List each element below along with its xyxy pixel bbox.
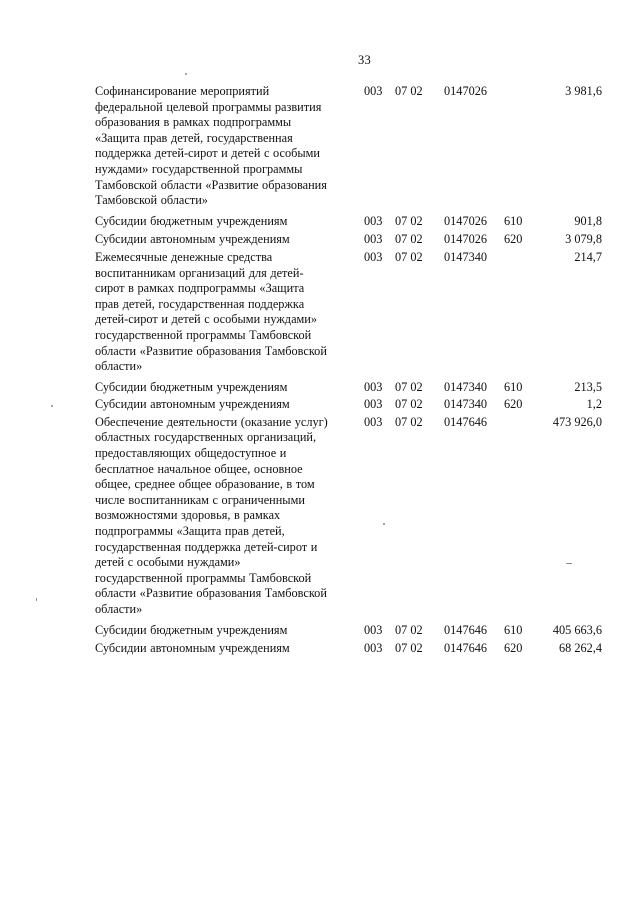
target-code: 0147026 [444,213,488,228]
row-name: Субсидии автономным учреждениям [95,232,290,247]
budget-table [95,84,610,657]
section-code: 07 02 [395,641,423,656]
amount: 3 981,6 [565,84,602,98]
row-name: Софинансирование мероприятий федеральной целевой программы развития образования в рамках подпрограммы «Защита прав детей, государственная поддержка детей-сирот и детей с особыми нуждами» государственной программы Тамбовской области «Развитие образования Тамбовской области» [95,84,327,208]
target-code: 0147340 [444,249,488,264]
table-row [95,415,610,618]
expense-type-code: 610 [504,622,523,637]
scan-speck [185,73,187,75]
target-code: 0147646 [444,622,488,637]
table-row [95,250,610,375]
section-code: 07 02 [395,379,423,394]
row-name: Субсидии автономным учреждениям [95,641,290,656]
expense-type-code: 610 [504,213,523,228]
ministry-code: 003 [364,213,383,228]
table-row [95,623,610,639]
amount: 473 926,0 [552,414,602,429]
target-code: 0147646 [444,641,488,656]
amount: 405 663,6 [552,622,602,637]
amount: 68 262,4 [558,641,602,656]
section-code: 07 02 [395,622,423,637]
table-row [95,232,610,248]
target-code: 0147026 [444,232,488,247]
amount: 1,2 [586,397,602,412]
amount: 214,7 [574,249,602,264]
section-code: 07 02 [395,84,423,98]
ministry-code: 003 [364,622,383,637]
ministry-code: 003 [364,249,383,264]
scan-speck [51,405,53,407]
section-code: 07 02 [395,249,423,264]
target-code: 0147340 [444,379,488,394]
table-row [95,84,610,209]
row-name: Обеспечение деятельности (оказание услуг) областных государственных организаций, предоставляющих общедоступное и бесплатное начальное общее, основное общее, среднее общее образование, в том числе воспитанникам с ограниченными возможностями здоровья, в рамках подпрограммы «Защита прав детей, государственная поддержка детей-сирот и детей с особыми нуждами» государственной программы Тамбовской области «Развитие образования Тамбовской области» [95,414,328,616]
ministry-code: 003 [364,641,383,656]
row-name: Субсидии автономным учреждениям [95,397,290,412]
row-name: Субсидии бюджетным учреждениям [95,213,288,228]
row-name: Субсидии бюджетным учреждениям [95,379,288,394]
table-row [95,380,610,396]
row-name: Субсидии бюджетным учреждениям [95,622,288,637]
table-row [95,214,610,230]
ministry-code: 003 [364,84,383,98]
expense-type-code: 620 [504,397,523,412]
target-code: 0147340 [444,397,488,412]
target-code: 0147026 [444,84,488,98]
expense-type-code: 610 [504,379,523,394]
table-row [95,397,610,413]
ministry-code: 003 [364,379,383,394]
section-code: 07 02 [395,213,423,228]
amount: 901,8 [574,213,602,228]
expense-type-code: 620 [504,641,523,656]
section-code: 07 02 [395,232,423,247]
table-row [95,641,610,657]
section-code: 07 02 [395,397,423,412]
page-number: 33 [358,53,371,67]
amount: 213,5 [574,379,602,394]
ministry-code: 003 [364,397,383,412]
section-code: 07 02 [395,414,423,429]
ministry-code: 003 [364,232,383,247]
scan-speck [36,598,37,601]
target-code: 0147646 [444,414,488,429]
ministry-code: 003 [364,414,383,429]
expense-type-code: 620 [504,232,523,247]
amount: 3 079,8 [565,232,602,247]
row-name: Ежемесячные денежные средства воспитанникам организаций для детей- сирот в рамках подпрограммы «Защита прав детей, государственная поддержка детей-сирот и детей с особыми нуждами» государственной программы Тамбовской области «Развитие образования Тамбовской области» [95,249,327,374]
